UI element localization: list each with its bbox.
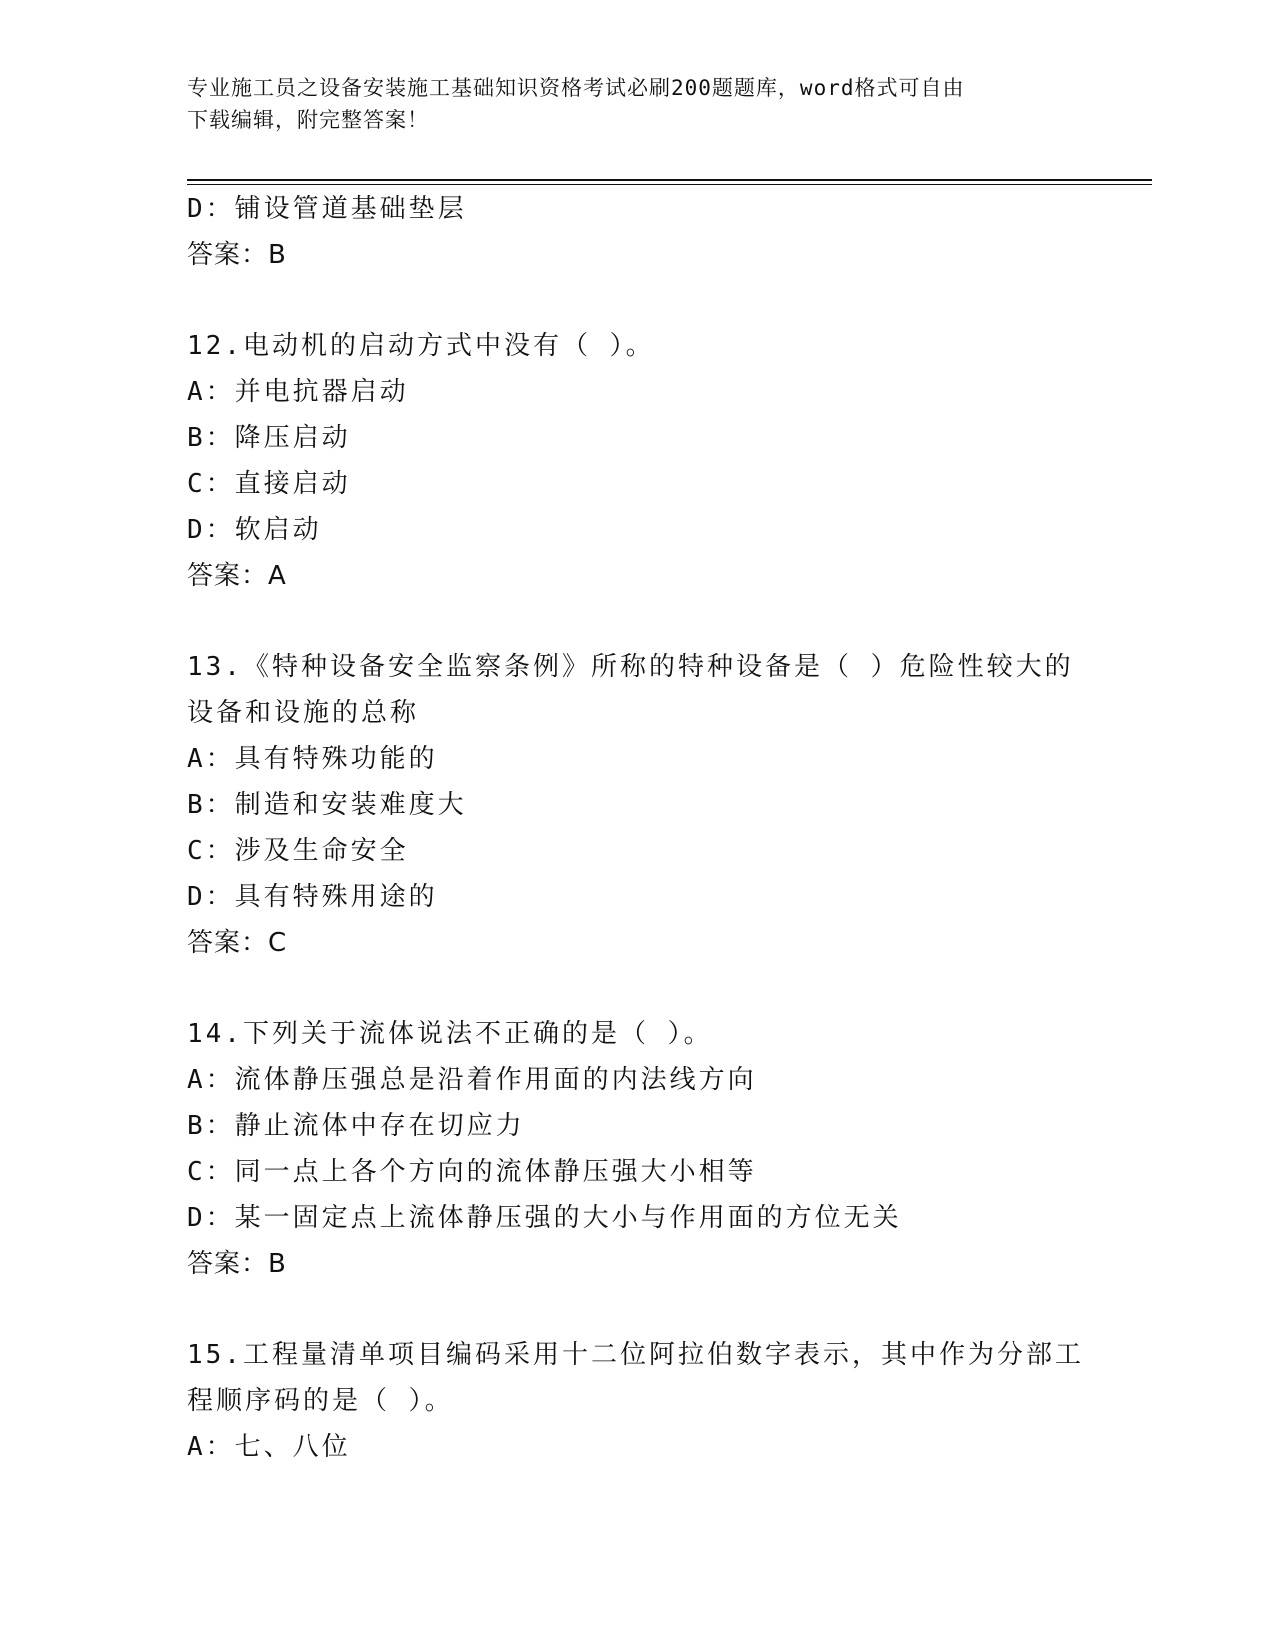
question-12 xyxy=(187,323,1087,599)
header-line-1: 专业施工员之设备安装施工基础知识资格考试必刷200题题库，word格式可自由 xyxy=(187,76,965,100)
option-d: D：某一固定点上流体静压强的大小与作用面的方位无关 xyxy=(187,1203,902,1233)
answer: 答案：B xyxy=(187,240,287,270)
question-11-tail xyxy=(187,186,1087,278)
option-d: D：具有特殊用途的 xyxy=(187,882,438,912)
answer: 答案：A xyxy=(187,561,287,591)
question-list xyxy=(187,186,1087,1470)
option-c: C：同一点上各个方向的流体静压强大小相等 xyxy=(187,1157,757,1187)
spacer xyxy=(187,278,1087,323)
question-stem: 14.下列关于流体说法不正确的是（ ）。 xyxy=(187,1019,713,1049)
spacer xyxy=(187,966,1087,1011)
option-d: D：铺设管道基础垫层 xyxy=(187,194,467,224)
question-13 xyxy=(187,644,1087,966)
spacer xyxy=(187,599,1087,644)
question-stem-continued: 程顺序码的是（ ）。 xyxy=(187,1386,454,1416)
option-a: A：具有特殊功能的 xyxy=(187,744,438,774)
option-c: C：直接启动 xyxy=(187,469,351,499)
option-a: A：流体静压强总是沿着作用面的内法线方向 xyxy=(187,1065,757,1095)
header-divider-thin xyxy=(187,184,1152,185)
question-stem: 13.《特种设备安全监察条例》所称的特种设备是（ ）危险性较大的 xyxy=(187,652,1074,682)
question-14 xyxy=(187,1011,1087,1287)
answer: 答案：C xyxy=(187,928,288,958)
option-b: B：降压启动 xyxy=(187,423,351,453)
header-line-2: 下载编辑，附完整答案！ xyxy=(187,108,429,132)
question-stem: 12.电动机的启动方式中没有（ ）。 xyxy=(187,331,655,361)
option-a: A：七、八位 xyxy=(187,1432,351,1462)
spacer xyxy=(187,1287,1087,1332)
question-stem-continued: 设备和设施的总称 xyxy=(187,698,420,728)
option-a: A：并电抗器启动 xyxy=(187,377,409,407)
header-divider-thick xyxy=(187,179,1152,181)
option-b: B：静止流体中存在切应力 xyxy=(187,1111,525,1141)
question-stem: 15.工程量清单项目编码采用十二位阿拉伯数字表示，其中作为分部工 xyxy=(187,1340,1084,1370)
option-b: B：制造和安装难度大 xyxy=(187,790,467,820)
document-header xyxy=(187,72,1067,136)
question-15 xyxy=(187,1332,1087,1470)
option-d: D：软启动 xyxy=(187,515,322,545)
answer: 答案：B xyxy=(187,1249,287,1279)
option-c: C：涉及生命安全 xyxy=(187,836,409,866)
